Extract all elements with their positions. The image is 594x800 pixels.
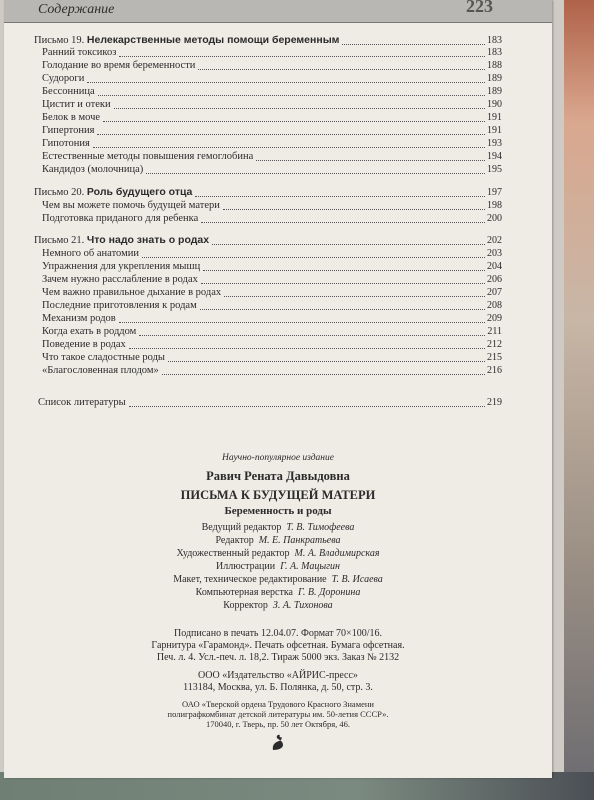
toc-entry-row (42, 71, 502, 85)
toc-title (42, 213, 198, 225)
toc-title-text: Подготовка приданого для ребенка (42, 213, 199, 224)
imprint-publisher-line: ООО «Издательство «АЙРИС-пресс» (198, 670, 358, 681)
toc-leader-dots (129, 398, 485, 407)
toc-page-number: 189 (487, 86, 502, 97)
toc-leader-dots (223, 201, 485, 210)
credit-role: Компьютерная верстка (195, 587, 293, 598)
toc-entry-row (42, 110, 502, 124)
toc-title-text: Цистит и отеки (42, 99, 111, 110)
scan-edge-right (564, 0, 594, 800)
toc-title-text: «Благословенная плодом» (42, 365, 159, 376)
toc-entry-row (42, 211, 502, 225)
imprint-credit-line (4, 522, 552, 534)
toc-title-text: Письмо 20. (34, 187, 87, 198)
credit-name: З. А. Тихонова (272, 600, 333, 611)
toc-page-number: 207 (487, 287, 502, 298)
toc-leader-dots (119, 48, 485, 57)
toc-page-number: 191 (487, 112, 502, 123)
toc-leader-dots (97, 126, 485, 135)
imprint-credit-line (4, 574, 552, 586)
toc-page-number: 202 (487, 235, 502, 246)
toc-page-number: 193 (487, 138, 502, 149)
toc-entry-row (42, 311, 502, 325)
toc-title-text: Кандидоз (молочница) (42, 164, 144, 175)
toc-leader-dots (201, 214, 485, 223)
imprint-printer-line: 170040, г. Тверь, пр. 50 лет Октября, 46. (206, 719, 350, 729)
toc-title (42, 164, 143, 176)
imprint-credit-line (4, 548, 552, 560)
credit-name: М. А. Владимирская (294, 548, 380, 559)
toc-entry-row (42, 58, 502, 72)
toc-title-text: Голодание во время беременности (42, 60, 196, 71)
toc-entry-row (42, 337, 502, 351)
credit-name: Г. В. Доронина (297, 587, 361, 598)
toc-entry-row (42, 198, 502, 212)
credit-name: Т. В. Тимофеева (286, 522, 355, 533)
toc-title-text: Упражнения для укрепления мышц (42, 261, 201, 272)
toc-title-text: Ранний токсикоз (42, 47, 117, 58)
imprint-subtitle: Беременность и роды (224, 505, 332, 517)
toc-leader-dots (342, 36, 485, 45)
toc-entry-row (42, 45, 502, 59)
toc-leader-dots (162, 366, 485, 375)
toc-page-number: 190 (487, 99, 502, 110)
toc-leader-dots (212, 236, 485, 245)
toc-entry-row (42, 324, 502, 338)
toc-chapter-title: Роль будущего отца (86, 186, 193, 198)
toc-title-text: Бессонница (42, 86, 95, 97)
toc-page-number: 183 (487, 47, 502, 58)
toc-title-text: Гипертония (42, 125, 95, 136)
toc-entry-row (42, 272, 502, 286)
toc-entry-row (42, 84, 502, 98)
toc-page-number: 208 (487, 300, 502, 311)
toc-title-text: Когда ехать в роддом (42, 326, 137, 337)
toc-page-number: 212 (487, 339, 502, 350)
toc-leader-dots (195, 188, 485, 197)
imprint-printer-line: ОАО «Тверской ордена Трудового Красного Знамени (182, 699, 374, 709)
imprint-print-line: Печ. л. 4. Усл.-печ. л. 18,2. Тираж 5000 экз. Заказ № 2132 (156, 652, 400, 663)
imprint-print-line: Подписано в печать 12.04.07. Формат 70×100/16. (174, 628, 382, 639)
toc-entry-row (42, 350, 502, 364)
toc-title-text: Естественные методы повышения гемоглобина (42, 151, 254, 162)
toc-title-text: Список литературы (38, 397, 126, 408)
imprint-credit-line (4, 535, 552, 547)
toc-chapter-row (34, 185, 502, 199)
toc-chapter-title: Что надо знать о родах (86, 234, 210, 246)
toc-page-number: 206 (487, 274, 502, 285)
page-number: 223 (466, 0, 493, 16)
toc-entry-row (38, 395, 502, 409)
credit-role: Художественный редактор (176, 548, 290, 559)
imprint-publisher-line: 113184, Москва, ул. Б. Полянка, д. 50, стр. 3. (183, 682, 373, 693)
credit-name: М. Е. Панкратьева (258, 535, 341, 546)
toc-page-number: 204 (487, 261, 502, 272)
toc-title-text: Немного об анатомии (42, 248, 139, 259)
toc-title-text: Зачем нужно расслабление в родах (42, 274, 198, 285)
imprint-author: Равич Рената Давыдовна (206, 469, 350, 483)
toc-leader-dots (256, 152, 485, 161)
toc-title-text: Механизм родов (42, 313, 116, 324)
toc-title-text: Судороги (42, 73, 85, 84)
credit-role: Корректор (223, 600, 268, 611)
running-header-label: Содержание (38, 2, 115, 17)
toc-page-number: 216 (487, 365, 502, 376)
toc-page-number: 194 (487, 151, 502, 162)
toc-title-text: Последние приготовления к родам (42, 300, 197, 311)
toc-entry-row (42, 363, 502, 377)
toc-chapter-title: Нелекарственные методы помощи беременным (86, 34, 340, 46)
toc-title (42, 365, 159, 377)
toc-title-text: Белок в моче (42, 112, 101, 123)
toc-entry-row (42, 136, 502, 150)
toc-page-number: 215 (487, 352, 502, 363)
toc-title-text: Что такое сладостные роды (42, 352, 165, 363)
toc-chapter-row (34, 233, 502, 247)
imprint-genre: Научно-популярное издание (221, 453, 334, 463)
printer-logo-icon (270, 732, 286, 752)
toc-leader-dots (103, 113, 485, 122)
credit-role: Макет, техническое редактирование (173, 574, 327, 585)
toc-title-text: Чем важно правильное дыхание в родах (42, 287, 222, 298)
imprint-printer-line: полиграфкомбинат детской литературы им. 50-летия СССР». (167, 709, 389, 719)
toc-page-number: 219 (487, 397, 502, 408)
imprint-credit-line (4, 600, 552, 612)
toc-leader-dots (129, 340, 485, 349)
toc-entry-row (42, 162, 502, 176)
toc-leader-dots (119, 314, 485, 323)
credit-role: Иллюстрации (216, 561, 276, 572)
toc-title-text: Чем вы можете помочь будущей матери (42, 200, 220, 211)
toc-entry-row (42, 123, 502, 137)
toc-entry-row (42, 298, 502, 312)
imprint-print-line: Гарнитура «Гарамонд». Печать офсетная. Бумага офсетная. (151, 640, 405, 651)
toc-entry-row (42, 285, 502, 299)
toc-page-number: 195 (487, 164, 502, 175)
imprint-credit-line (4, 587, 552, 599)
toc-page-number: 191 (487, 125, 502, 136)
toc-leader-dots (224, 288, 485, 297)
toc-page-number: 203 (487, 248, 502, 259)
toc-entry-row (42, 149, 502, 163)
toc-page-number: 211 (487, 326, 502, 337)
credit-role: Ведущий редактор (201, 522, 282, 533)
toc-title-text: Письмо 21. (34, 235, 87, 246)
toc-leader-dots (146, 165, 485, 174)
credit-name: Г. А. Мацыгин (280, 561, 340, 572)
toc-title-text: Гипотония (42, 138, 90, 149)
book-page (4, 0, 552, 778)
toc-leader-dots (87, 74, 485, 83)
credit-name: Т. В. Исаева (331, 574, 383, 585)
toc-leader-dots (93, 139, 485, 148)
toc-page-number: 198 (487, 200, 502, 211)
toc-leader-dots (114, 100, 485, 109)
toc-leader-dots (139, 327, 485, 336)
toc-page-number: 209 (487, 313, 502, 324)
toc-leader-dots (201, 275, 485, 284)
toc-entry-row (42, 259, 502, 273)
toc-page-number: 197 (487, 187, 502, 198)
toc-leader-dots (168, 353, 485, 362)
imprint-book-title: ПИСЬМА К БУДУЩЕЙ МАТЕРИ (180, 488, 376, 502)
imprint-credit-line (4, 561, 552, 573)
running-header (4, 0, 552, 23)
toc-title (38, 397, 126, 409)
toc-page-number: 188 (487, 60, 502, 71)
toc-page-number: 189 (487, 73, 502, 84)
toc-leader-dots (142, 249, 485, 258)
toc-entry-row (42, 97, 502, 111)
credit-role: Редактор (215, 535, 254, 546)
toc-page-number: 183 (487, 35, 502, 46)
toc-page-number: 200 (487, 213, 502, 224)
toc-entry-row (42, 246, 502, 260)
toc-leader-dots (200, 301, 485, 310)
toc-leader-dots (98, 87, 485, 96)
toc-title-text: Письмо 19. (34, 35, 87, 46)
toc-leader-dots (198, 61, 485, 70)
toc-title-text: Поведение в родах (42, 339, 126, 350)
toc-leader-dots (203, 262, 485, 271)
